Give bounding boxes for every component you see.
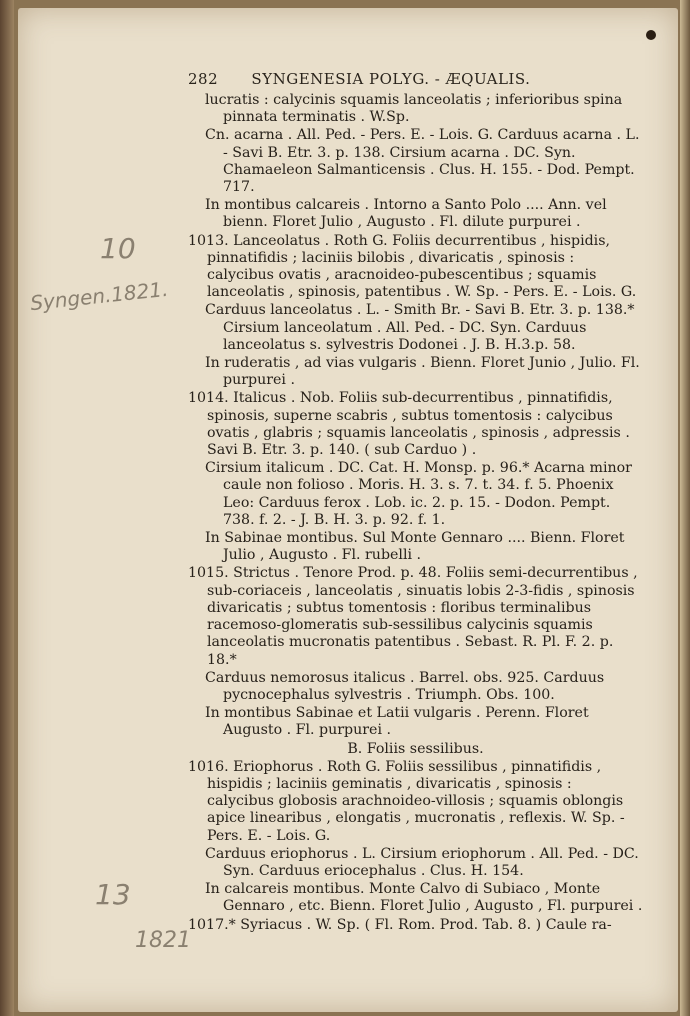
text-paragraph: In montibus Sabinae et Latii vulgaris . Perenn. Floret Augusto . Fl. purpurei . (205, 705, 589, 739)
text-paragraph: 1017.* Syriacus . W. Sp. ( Fl. Rom. Prod. Tab. 8. ) Caule ra- (188, 916, 612, 933)
page-edge (680, 0, 690, 1016)
text-paragraph: Cn. acarna . All. Ped. - Pers. E. - Lois. G. Carduus acarna . L. - Savi B. Etr. 3. p. 138. Cirsium acarna . DC. Syn. Chamaeleon Salmanticensis . Clus. H. 155. - Dod. Pempt. 717. (205, 127, 640, 196)
text-paragraph: Carduus eriophorus . L. Cirsium eriophorum . All. Ped. - DC. Syn. Carduus eriocephalus . Clus. H. 154. (205, 845, 639, 879)
text-paragraph: 1013. Lanceolatus . Roth G. Foliis decurrentibus , hispidis, pinnatifidis ; laciniis bilobis , divaricatis , spinosis : calycibus ovatis , aracnoideo-pubescentibus ; squamis lanceolatis , spinosis, patentibus . W. Sp. - Pers. E. - Lois. G. (188, 232, 637, 301)
page-header (188, 70, 648, 88)
text-paragraph: 1016. Eriophorus . Roth G. Foliis sessilibus , pinnatifidis , hispidis ; laciniis geminatis , divaricatis , spinosis : calycibus globosis arachnoideo-villosis ; squamis oblongis apice linearibus , elongatis , mucronatis , reflexis. W. Sp. - Pers. E. - Lois. G. (188, 758, 625, 844)
text-paragraph: 1014. Italicus . Nob. Foliis sub-decurrentibus , pinnatifidis, spinosis, superne scabris , subtus tomentosis : calycibus ovatis , glabris ; squamis lanceolatis , spinosis , adpressis . Savi B. Etr. 3. p. 140. ( sub Carduo ) . (188, 390, 630, 459)
text-paragraph: In calcareis montibus. Monte Calvo di Subiaco , Monte Gennaro , etc. Bienn. Floret Julio , Augusto , Fl. purpurei . (205, 881, 643, 915)
page-number: 282 (188, 70, 219, 88)
text-paragraph: lucratis : calycinis squamis lanceolatis ; inferioribus spina pinnata terminatis . W.Sp. (205, 92, 623, 126)
text-paragraph: B. Foliis sessilibus. (347, 740, 484, 757)
text-paragraph: Carduus nemorosus italicus . Barrel. obs. 925. Carduus pycnocephalus sylvestris . Triumph. Obs. 100. (205, 669, 605, 703)
text-paragraph: In Sabinae montibus. Sul Monte Gennaro .... Bienn. Floret Julio , Augusto . Fl. rubelli . (205, 530, 625, 564)
text-paragraph: Carduus lanceolatus . L. - Smith Br. - Savi B. Etr. 3. p. 138.* Cirsium lanceolatum . All. Ped. - DC. Syn. Carduus lanceolatus s. sylvestris Dodonei . J. B. H.3.p. 58. (205, 302, 635, 353)
ink-spot (646, 30, 656, 40)
margin-note-10: 10 (100, 232, 136, 265)
margin-note-syngen: Syngen.1821. (29, 276, 170, 316)
text-paragraph: 1015. Strictus . Tenore Prod. p. 48. Foliis semi-decurrentibus , sub-coriaceis , lanceolatis , sinuatis lobis 2-3-fidis , spinosis divaricatis ; subtus tomentosis : floribus terminalibus racemoso-glomeratis sub-sessilibus calycinis squamis lanceolatis mucronatis patentibus . Sebast. R. Pl. F. 2. p. 18.* (188, 565, 638, 668)
page-title: SYNGENESIA POLYG. - ÆQUALIS. (251, 70, 531, 88)
page-body (188, 92, 643, 935)
margin-note-1821: 1821 (135, 928, 191, 953)
text-paragraph: Cirsium italicum . DC. Cat. H. Monsp. p. 96.* Acarna minor caule non folioso . Moris. H. 3. s. 7. t. 34. f. 5. Phoenix Leo: Carduus ferox . Lob. ic. 2. p. 15. - Dodon. Pempt. 738. f. 2. - J. B. H. 3. p. 92. f. 1. (205, 460, 632, 528)
margin-note-13: 13 (95, 878, 131, 911)
text-paragraph: In montibus calcareis . Intorno a Santo Polo .... Ann. vel bienn. Floret Julio , Augusto . Fl. dilute purpurei . (205, 197, 607, 231)
book-gutter (0, 0, 14, 1016)
text-paragraph: In ruderatis , ad vias vulgaris . Bienn. Floret Junio , Julio. Fl. purpurei . (205, 355, 640, 389)
